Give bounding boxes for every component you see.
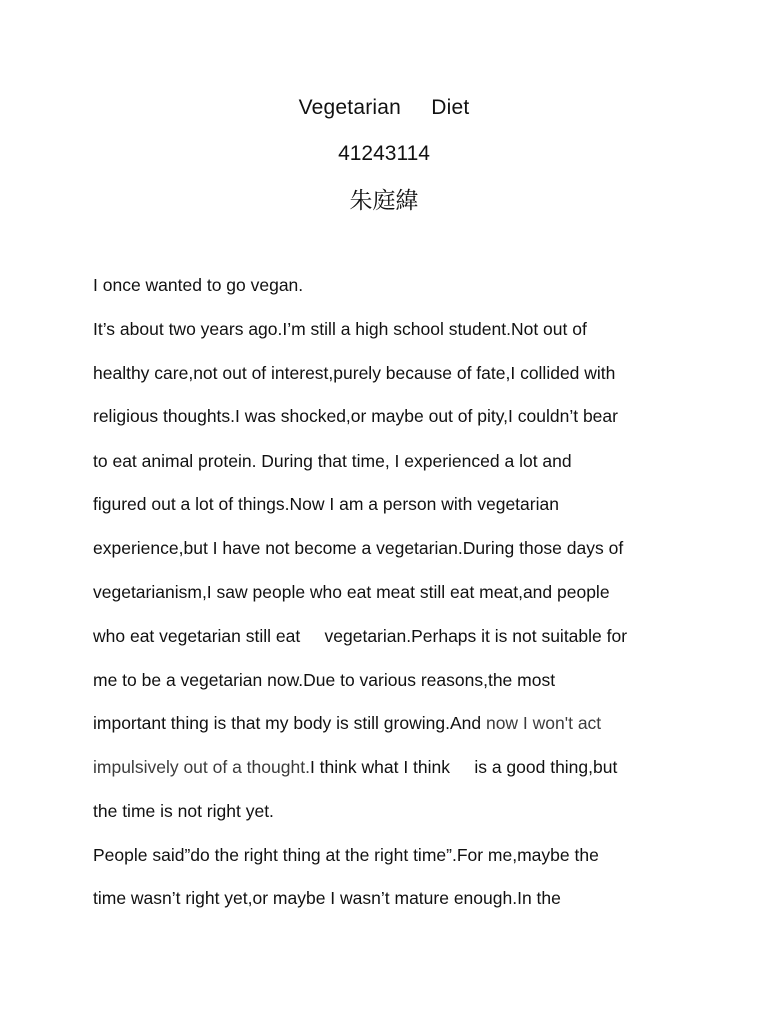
body-text: I think what I think is a good thing,but [309, 757, 618, 777]
body-line: the time is not right yet. [93, 801, 274, 821]
body-line: I once wanted to go vegan. [93, 275, 304, 295]
body-line: time wasn’t right yet,or maybe I wasn’t mature enough.In the [93, 888, 561, 908]
body-text-muted: now I won't act [485, 713, 602, 733]
body-line: healthy care,not out of interest,purely because of fate,I collided with [93, 363, 616, 383]
document-title: Vegetarian Diet [298, 96, 470, 119]
body-line: who eat vegetarian still eat vegetarian.Perhaps it is not suitable for [93, 626, 628, 646]
body-line: vegetarianism,I saw people who eat meat still eat meat,and people [93, 582, 610, 602]
body-text-muted: impulsively out of a thought. [93, 757, 310, 777]
body-text: important thing is that my body is still growing.And [93, 713, 486, 733]
body-line: It’s about two years ago.I’m still a high school student.Not out of [93, 319, 587, 339]
body-line: me to be a vegetarian now.Due to various reasons,the most [93, 670, 556, 690]
body-line: experience,but I have not become a vegetarian.During those days of [93, 538, 624, 558]
body-line [93, 757, 617, 777]
body-line: to eat animal protein. During that time, I experienced a lot and [93, 451, 572, 471]
author-name: 朱庭緯 [349, 188, 419, 214]
body-line: figured out a lot of things.Now I am a person with vegetarian [93, 494, 559, 514]
student-id: 41243114 [338, 142, 430, 165]
body-line [93, 713, 601, 733]
body-line: religious thoughts.I was shocked,or maybe out of pity,I couldn’t bear [93, 406, 618, 426]
body-line: People said”do the right thing at the right time”.For me,maybe the [93, 845, 599, 865]
